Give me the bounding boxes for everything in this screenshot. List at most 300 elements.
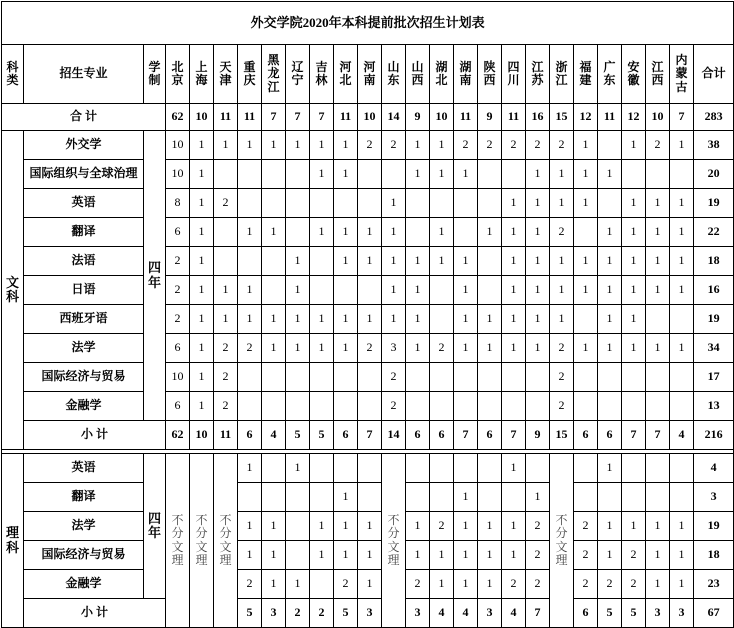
- quota-cell: [406, 218, 430, 247]
- grand-total-cell: 7: [286, 104, 310, 131]
- char: 西: [651, 73, 664, 87]
- quota-cell: 1: [622, 189, 646, 218]
- grand-total-cell: 11: [502, 104, 526, 131]
- quota-cell: [334, 363, 358, 392]
- char: 山: [411, 59, 424, 74]
- char: 科: [5, 539, 19, 555]
- major-name: 国际经济与贸易: [24, 541, 144, 570]
- quota-cell: [334, 276, 358, 305]
- quota-cell: [358, 454, 382, 483]
- char: 辽: [291, 59, 304, 74]
- quota-cell: 1: [598, 218, 622, 247]
- quota-cell: [214, 218, 238, 247]
- quota-cell: 1: [358, 218, 382, 247]
- quota-cell: [478, 483, 502, 512]
- quota-cell: 1: [382, 189, 406, 218]
- char: 苏: [531, 73, 544, 87]
- quota-cell: 1: [502, 189, 526, 218]
- quota-cell: 2: [502, 131, 526, 160]
- header-total: 合计: [694, 45, 734, 104]
- quota-cell: [430, 392, 454, 421]
- quota-cell: [310, 454, 334, 483]
- grand-total-cell: 10: [358, 104, 382, 131]
- quota-cell: 2: [598, 570, 622, 599]
- quota-cell: 1: [262, 305, 286, 334]
- char: 学: [148, 59, 161, 74]
- quota-cell: 1: [190, 160, 214, 189]
- major-name: 西班牙语: [24, 305, 144, 334]
- quota-cell: 1: [358, 512, 382, 541]
- subtotal-cell: 7: [526, 599, 550, 628]
- row-total: 17: [694, 363, 734, 392]
- char: 古: [675, 79, 688, 94]
- subtotal-cell: 5: [310, 421, 334, 450]
- quota-cell: [406, 189, 430, 218]
- char: 宁: [291, 73, 304, 87]
- major-name: 法学: [24, 334, 144, 363]
- char: 北: [435, 73, 448, 87]
- duration-liberal-arts: [144, 131, 166, 421]
- category-liberal-arts: [2, 131, 24, 450]
- char: 海: [195, 73, 208, 87]
- quota-cell: 1: [358, 541, 382, 570]
- char: 四: [147, 510, 161, 526]
- quota-cell: [262, 363, 286, 392]
- row-total: 13: [694, 392, 734, 421]
- quota-cell: [526, 454, 550, 483]
- char: 天: [219, 59, 232, 74]
- quota-cell: [406, 392, 430, 421]
- quota-cell: 1: [454, 247, 478, 276]
- quota-cell: 1: [502, 512, 526, 541]
- char: 理: [5, 525, 19, 541]
- quota-cell: 1: [334, 131, 358, 160]
- grand-total-cell: 7: [670, 104, 694, 131]
- quota-cell: 1: [358, 570, 382, 599]
- major-name: 国际组织与全球治理: [24, 160, 144, 189]
- quota-cell: [262, 392, 286, 421]
- char: 上: [195, 59, 208, 74]
- quota-cell: [670, 392, 694, 421]
- quota-cell: 2: [574, 541, 598, 570]
- quota-cell: 1: [574, 189, 598, 218]
- quota-cell: 1: [454, 483, 478, 512]
- quota-cell: 1: [190, 131, 214, 160]
- char: 福: [579, 59, 592, 74]
- quota-cell: [286, 392, 310, 421]
- char: 理: [195, 552, 208, 567]
- quota-cell: [286, 363, 310, 392]
- subtotal-cell: 3: [670, 599, 694, 628]
- quota-cell: 1: [310, 512, 334, 541]
- quota-cell: 1: [646, 276, 670, 305]
- quota-cell: 1: [478, 570, 502, 599]
- quota-cell: 1: [478, 512, 502, 541]
- quota-cell: [406, 483, 430, 512]
- header-province: [358, 45, 382, 104]
- char: 不: [555, 513, 568, 528]
- quota-cell: 1: [598, 276, 622, 305]
- quota-cell: [574, 218, 598, 247]
- char: 分: [387, 526, 400, 541]
- quota-cell: [478, 276, 502, 305]
- header-province: [574, 45, 598, 104]
- quota-cell: [286, 189, 310, 218]
- quota-cell: 1: [310, 131, 334, 160]
- char: 北: [171, 59, 184, 74]
- header-province: [262, 45, 286, 104]
- quota-cell: [574, 483, 598, 512]
- char: 制: [148, 73, 161, 87]
- quota-cell: 8: [166, 189, 190, 218]
- quota-cell: [358, 160, 382, 189]
- quota-cell: 2: [166, 276, 190, 305]
- header-province: [550, 45, 574, 104]
- char: 文: [171, 539, 184, 554]
- quota-cell: [502, 392, 526, 421]
- quota-cell: [574, 454, 598, 483]
- char: 理: [555, 552, 568, 567]
- quota-cell: [670, 305, 694, 334]
- quota-cell: 1: [238, 218, 262, 247]
- quota-cell: 1: [334, 334, 358, 363]
- header-province: [526, 45, 550, 104]
- major-name: 国际经济与贸易: [24, 363, 144, 392]
- enrollment-plan-table: [1, 1, 734, 628]
- char: 徽: [627, 73, 640, 87]
- quota-cell: 1: [646, 247, 670, 276]
- char: 建: [579, 73, 592, 87]
- subtotal-cell: 4: [430, 599, 454, 628]
- quota-cell: [238, 189, 262, 218]
- quota-cell: 1: [622, 512, 646, 541]
- quota-cell: 1: [622, 218, 646, 247]
- quota-cell: 1: [214, 276, 238, 305]
- quota-cell: 1: [526, 160, 550, 189]
- char: 四: [507, 59, 520, 74]
- char: 内: [675, 53, 688, 68]
- char: 年: [147, 274, 161, 290]
- quota-cell: 2: [334, 570, 358, 599]
- quota-cell: 2: [382, 363, 406, 392]
- quota-cell: [262, 189, 286, 218]
- char: 四: [147, 260, 161, 276]
- quota-cell: 1: [238, 541, 262, 570]
- quota-cell: [310, 363, 334, 392]
- quota-cell: 1: [454, 305, 478, 334]
- header-province: [286, 45, 310, 104]
- subtotal-cell: 7: [502, 421, 526, 450]
- grand-total-cell: 10: [430, 104, 454, 131]
- quota-cell: 2: [166, 247, 190, 276]
- major-name: 翻译: [24, 218, 144, 247]
- quota-cell: 1: [550, 247, 574, 276]
- quota-cell: 2: [550, 218, 574, 247]
- major-name: 外交学: [24, 131, 144, 160]
- subtotal-cell: 6: [574, 421, 598, 450]
- grand-total-cell: 11: [454, 104, 478, 131]
- page-title: 外交学院2020年本科提前批次招生计划表: [2, 2, 734, 45]
- quota-cell: 1: [454, 276, 478, 305]
- major-name: 翻译: [24, 483, 144, 512]
- subtotal-cell: 2: [310, 599, 334, 628]
- quota-cell: 2: [502, 570, 526, 599]
- quota-cell: 1: [550, 160, 574, 189]
- quota-cell: 1: [310, 218, 334, 247]
- quota-cell: 1: [286, 570, 310, 599]
- char: 不: [195, 513, 208, 528]
- char: 江: [531, 59, 544, 74]
- quota-cell: 1: [502, 541, 526, 570]
- char: 川: [507, 73, 520, 87]
- quota-cell: [622, 363, 646, 392]
- quota-cell: [238, 483, 262, 512]
- char: 文: [195, 539, 208, 554]
- char: 文: [555, 539, 568, 554]
- header-province: [238, 45, 262, 104]
- quota-cell: 2: [430, 334, 454, 363]
- quota-cell: [502, 363, 526, 392]
- char: 津: [219, 73, 232, 87]
- char: 西: [411, 73, 424, 87]
- char: 龙: [267, 66, 280, 81]
- quota-cell: [382, 160, 406, 189]
- quota-cell: 1: [190, 305, 214, 334]
- quota-cell: 1: [502, 454, 526, 483]
- quota-cell: 1: [190, 392, 214, 421]
- quota-cell: 1: [238, 512, 262, 541]
- quota-cell: [286, 512, 310, 541]
- quota-cell: 1: [646, 189, 670, 218]
- quota-cell: 1: [502, 276, 526, 305]
- quota-cell: [406, 454, 430, 483]
- char: 重: [243, 59, 256, 74]
- quota-cell: 1: [502, 305, 526, 334]
- quota-cell: 1: [526, 483, 550, 512]
- char: 北: [339, 73, 352, 87]
- grand-total-cell: 7: [262, 104, 286, 131]
- quota-cell: [502, 160, 526, 189]
- subtotal-cell: 5: [334, 599, 358, 628]
- quota-cell: 2: [550, 392, 574, 421]
- unified-admission-cell: [166, 454, 190, 628]
- quota-cell: [646, 305, 670, 334]
- subtotal-cell: 62: [166, 421, 190, 450]
- quota-cell: 1: [286, 454, 310, 483]
- grand-total-sum: 283: [694, 104, 734, 131]
- quota-cell: 1: [526, 189, 550, 218]
- quota-cell: 1: [190, 189, 214, 218]
- quota-cell: 1: [454, 334, 478, 363]
- subtotal-cell: 4: [454, 599, 478, 628]
- grand-total-cell: 9: [406, 104, 430, 131]
- unified-admission-cell: [190, 454, 214, 628]
- quota-cell: [430, 305, 454, 334]
- grand-total-cell: 15: [550, 104, 574, 131]
- header-province: [502, 45, 526, 104]
- quota-cell: [574, 392, 598, 421]
- quota-cell: 1: [526, 334, 550, 363]
- quota-cell: 2: [358, 131, 382, 160]
- quota-cell: 1: [214, 131, 238, 160]
- quota-cell: 1: [646, 334, 670, 363]
- row-total: 4: [694, 454, 734, 483]
- subtotal-cell: 7: [454, 421, 478, 450]
- quota-cell: [646, 160, 670, 189]
- quota-cell: [430, 454, 454, 483]
- quota-cell: 1: [502, 334, 526, 363]
- quota-cell: 10: [166, 363, 190, 392]
- quota-cell: [334, 392, 358, 421]
- grand-total-cell: 11: [334, 104, 358, 131]
- quota-cell: 1: [454, 512, 478, 541]
- header-province: [190, 45, 214, 104]
- subtotal-cell: 3: [478, 599, 502, 628]
- char: 理: [171, 552, 184, 567]
- quota-cell: 2: [550, 131, 574, 160]
- subtotal-cell: 6: [478, 421, 502, 450]
- quota-cell: [478, 454, 502, 483]
- quota-cell: [574, 305, 598, 334]
- quota-cell: 1: [334, 160, 358, 189]
- quota-cell: 2: [382, 392, 406, 421]
- char: 湖: [459, 59, 472, 74]
- quota-cell: [310, 247, 334, 276]
- subtotal-sum: 67: [694, 599, 734, 628]
- quota-cell: [646, 392, 670, 421]
- quota-cell: [598, 483, 622, 512]
- char: 类: [6, 73, 19, 87]
- quota-cell: 1: [478, 218, 502, 247]
- quota-cell: [286, 483, 310, 512]
- subtotal-cell: 3: [646, 599, 670, 628]
- header-province: [646, 45, 670, 104]
- grand-total-cell: 7: [310, 104, 334, 131]
- grand-total-cell: 14: [382, 104, 406, 131]
- subtotal-cell: 4: [670, 421, 694, 450]
- char: 分: [555, 526, 568, 541]
- grand-total-cell: 12: [574, 104, 598, 131]
- quota-cell: [454, 363, 478, 392]
- quota-cell: [286, 218, 310, 247]
- quota-cell: [430, 189, 454, 218]
- header-category: [2, 45, 24, 104]
- quota-cell: 2: [574, 512, 598, 541]
- quota-cell: [310, 189, 334, 218]
- quota-cell: [310, 483, 334, 512]
- duration-sciences: [144, 454, 166, 599]
- quota-cell: 1: [430, 160, 454, 189]
- row-total: 18: [694, 541, 734, 570]
- quota-cell: [478, 189, 502, 218]
- quota-cell: 1: [286, 305, 310, 334]
- quota-cell: 1: [598, 541, 622, 570]
- quota-cell: 1: [334, 305, 358, 334]
- subtotal-cell: 7: [646, 421, 670, 450]
- row-total: 16: [694, 276, 734, 305]
- char: 浙: [555, 59, 568, 74]
- quota-cell: 1: [262, 334, 286, 363]
- char: 西: [483, 73, 496, 87]
- quota-cell: [310, 570, 334, 599]
- header-province: [670, 45, 694, 104]
- quota-cell: 1: [358, 247, 382, 276]
- char: 科: [6, 59, 19, 74]
- quota-cell: [526, 363, 550, 392]
- quota-cell: 1: [262, 541, 286, 570]
- quota-cell: [478, 247, 502, 276]
- quota-cell: [430, 483, 454, 512]
- subtotal-cell: 5: [238, 599, 262, 628]
- major-name: 法语: [24, 247, 144, 276]
- quota-cell: 1: [406, 276, 430, 305]
- quota-cell: [334, 454, 358, 483]
- quota-cell: 1: [382, 247, 406, 276]
- subtotal-cell: 6: [598, 421, 622, 450]
- quota-cell: 2: [550, 334, 574, 363]
- header-duration: [144, 45, 166, 104]
- quota-cell: 1: [670, 247, 694, 276]
- quota-cell: 1: [406, 247, 430, 276]
- quota-cell: [358, 392, 382, 421]
- row-total: 34: [694, 334, 734, 363]
- quota-cell: 2: [166, 305, 190, 334]
- row-total: 22: [694, 218, 734, 247]
- char: 江: [267, 79, 280, 94]
- quota-cell: 1: [190, 218, 214, 247]
- row-total: 38: [694, 131, 734, 160]
- quota-cell: 1: [262, 512, 286, 541]
- quota-cell: 1: [406, 160, 430, 189]
- quota-cell: 1: [622, 305, 646, 334]
- header-province: [166, 45, 190, 104]
- subtotal-sum: 216: [694, 421, 734, 450]
- subtotal-cell: 15: [550, 421, 574, 450]
- quota-cell: 1: [430, 218, 454, 247]
- quota-cell: 6: [166, 334, 190, 363]
- subtotal-cell: 6: [238, 421, 262, 450]
- quota-cell: 2: [622, 541, 646, 570]
- header-province: [598, 45, 622, 104]
- quota-cell: [454, 454, 478, 483]
- header-province: [478, 45, 502, 104]
- quota-cell: [310, 276, 334, 305]
- grand-total-cell: 11: [598, 104, 622, 131]
- quota-cell: 1: [238, 276, 262, 305]
- quota-cell: [286, 160, 310, 189]
- char: 南: [363, 73, 376, 87]
- subtotal-cell: 14: [382, 421, 406, 450]
- quota-cell: 1: [454, 160, 478, 189]
- char: 东: [387, 73, 400, 87]
- row-total: 3: [694, 483, 734, 512]
- quota-cell: 1: [598, 512, 622, 541]
- char: 分: [171, 526, 184, 541]
- quota-cell: 1: [598, 454, 622, 483]
- quota-cell: 1: [190, 247, 214, 276]
- quota-cell: 1: [454, 541, 478, 570]
- quota-cell: 2: [214, 334, 238, 363]
- quota-cell: 1: [478, 334, 502, 363]
- quota-cell: 1: [670, 512, 694, 541]
- quota-cell: 1: [286, 276, 310, 305]
- quota-cell: [478, 160, 502, 189]
- quota-cell: 1: [670, 218, 694, 247]
- char: 安: [627, 59, 640, 74]
- quota-cell: [238, 363, 262, 392]
- quota-cell: 1: [646, 541, 670, 570]
- row-total: 18: [694, 247, 734, 276]
